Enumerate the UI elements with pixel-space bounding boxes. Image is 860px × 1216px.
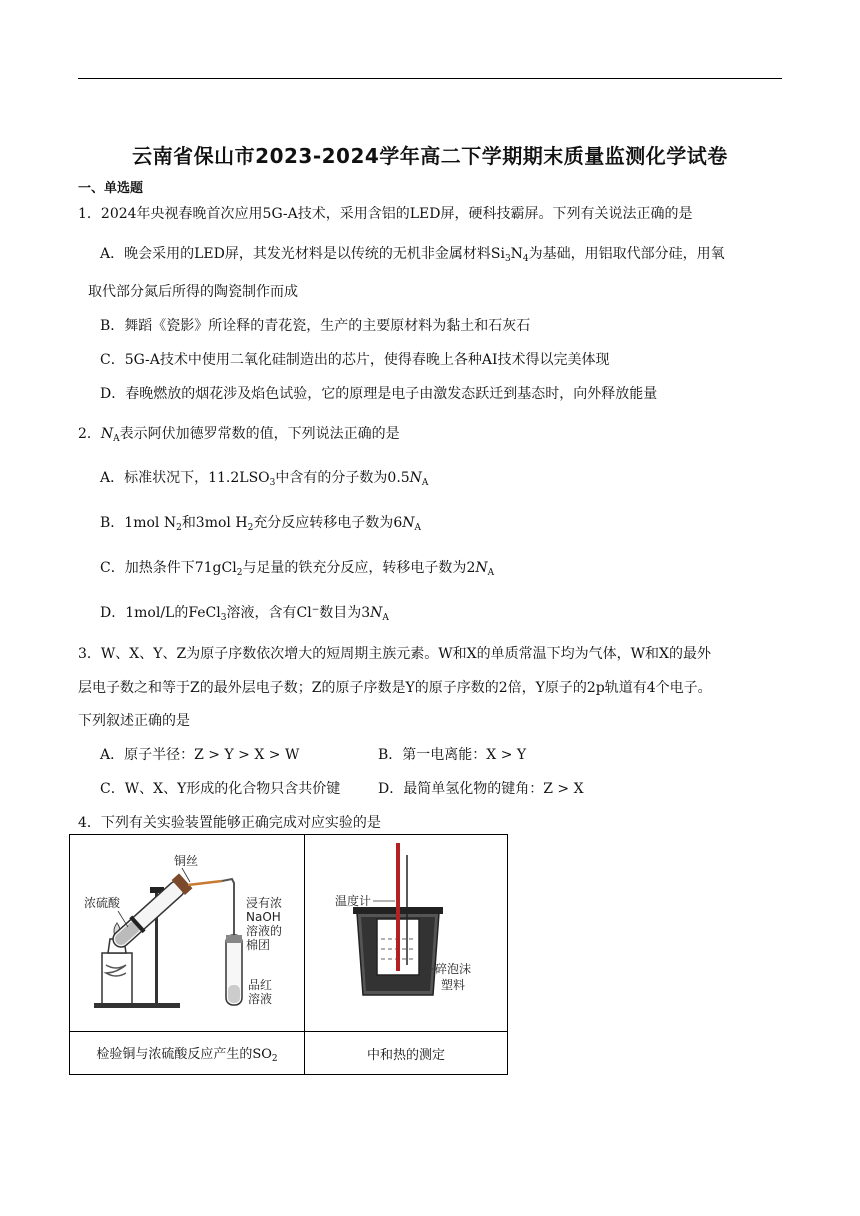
q1-option-d: D．春晚燃放的烟花涉及焰色试验，它的原理是电子由激发态跃迁到基态时，向外释放能量	[100, 386, 658, 402]
q1-option-a-cont: 取代部分氮后所得的陶瓷制作而成	[88, 284, 298, 300]
q3-option-c: C．W、X、Y形成的化合物只含共价键	[100, 781, 341, 797]
label-copper-wire: 铜丝	[174, 854, 199, 868]
label-thermometer: 温度计	[335, 894, 372, 908]
caption-copper-acid: 检验铜与浓硫酸反应产生的$SO_2$	[70, 1032, 305, 1075]
q1-option-b: B．舞蹈《瓷影》所诠释的青花瓷，生产的主要原材料为黏土和石灰石	[100, 318, 531, 334]
label-naoh-3: 溶液的	[246, 924, 283, 938]
figure-cell-copper-acid	[70, 835, 305, 1032]
copper-wire	[188, 881, 222, 885]
label-naoh-4: 棉团	[246, 938, 271, 952]
q1-option-c: C．5G-A技术中使用二氧化硅制造出的芯片，使得春晚上各种AI技术得以完美体现	[100, 352, 610, 368]
q1-option-a: A．晚会采用的LED屏，其发光材料是以传统的无机非金属材料$Si_3N_4$为基础，用铝取代部分硅，用氧	[100, 246, 725, 264]
header-rule	[78, 78, 782, 79]
label-foam-1: 碎泡沫	[435, 962, 472, 976]
label-naoh-2: NaOH	[246, 910, 281, 924]
figure-cell-neutralization	[305, 835, 508, 1032]
q2-option-d: D．1mol/L的FeCl$_3$溶液，含有Cl−数目为$3N_A$	[100, 605, 389, 623]
q3-option-d: D．最简单氢化物的键角：Z > X	[378, 781, 584, 797]
thermometer	[396, 843, 400, 971]
label-pinhong-2: 溶液	[248, 992, 273, 1006]
label-pinhong-1: 品红	[248, 978, 273, 992]
label-sulfuric-acid: 浓硫酸	[84, 896, 121, 910]
caption-neutralization: 中和热的测定	[305, 1032, 508, 1075]
q3-stem-line1: 3．W、X、Y、Z为原子序数依次增大的短周期主族元素。W和X的单质常温下均为气体，W和X的最外	[78, 646, 711, 662]
q3-option-b: B．第一电离能：X > Y	[378, 747, 527, 763]
q2-stem: 2．$N_A$表示阿伏加德罗常数的值，下列说法正确的是	[78, 426, 400, 444]
q2-option-a: A．标准状况下，$11.2LSO_3$中含有的分子数为$0.5N_A$	[100, 470, 429, 488]
q2-option-c: C．加热条件下71gCl$_2$与足量的铁充分反应，转移电子数为$2N_A$	[100, 560, 495, 578]
page-title: 云南省保山市2023-2024学年高二下学期期末质量监测化学试卷	[132, 144, 728, 168]
q3-stem-line3: 下列叙述正确的是	[78, 713, 190, 729]
neutralization-heat-apparatus-figure	[305, 835, 507, 1027]
experiment-table	[69, 834, 508, 1075]
q3-option-a: A．原子半径：Z > Y > X > W	[100, 747, 300, 763]
label-foam-2: 塑料	[441, 978, 466, 992]
burner-stand	[102, 953, 132, 1005]
pinhong-solution	[228, 985, 240, 1003]
q4-stem: 4．下列有关实验装置能够正确完成对应实验的是	[78, 815, 381, 831]
q3-stem-line2: 层电子数之和等于Z的最外层电子数；Z的原子序数是Y的原子序数的2倍，Y原子的2p轨道有4个电子。	[78, 680, 712, 696]
copper-sulfuric-acid-apparatus-figure	[70, 835, 304, 1027]
q2-option-b: B．1mol $N_2$和3mol $H_2$充分反应转移电子数为$6N_A$	[100, 515, 421, 533]
section-heading: 一、单选题	[78, 181, 144, 196]
label-naoh-1: 浸有浓	[246, 896, 283, 910]
q1-stem: 1．2024年央视春晚首次应用5G-A技术，采用含铝的LED屏，硬科技霸屏。下列有关说法正确的是	[78, 206, 693, 222]
